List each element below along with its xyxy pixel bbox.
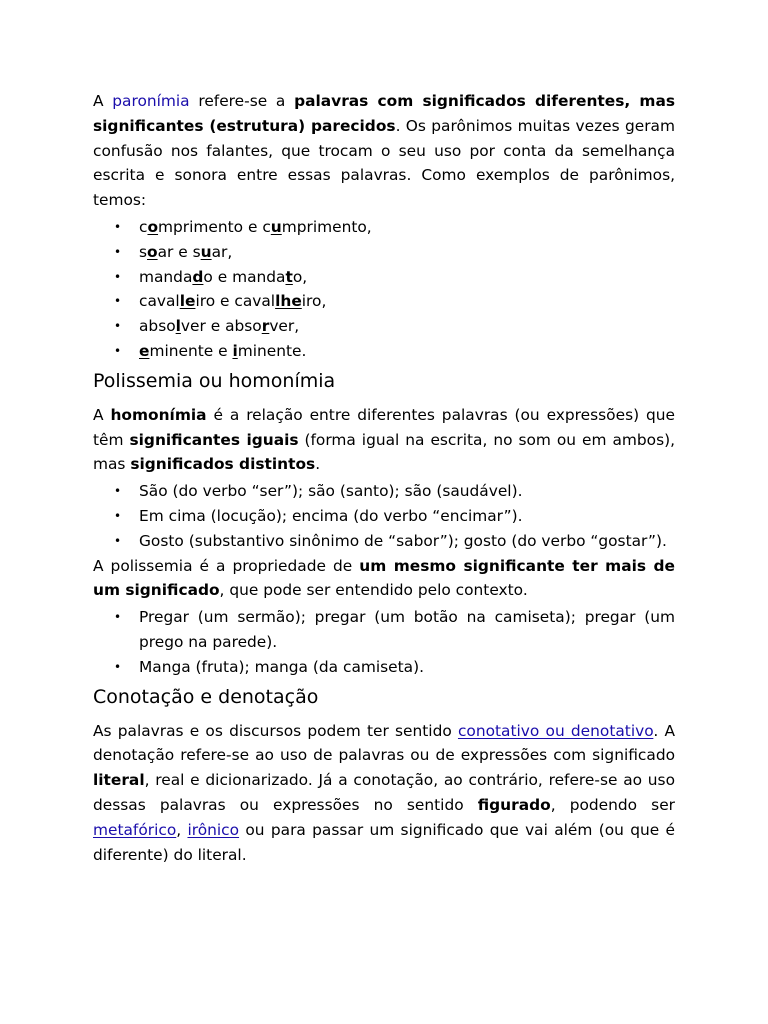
paronimia-paragraph xyxy=(93,89,675,213)
list-item: • cavalleiro e cavallheiro, xyxy=(139,289,675,314)
heading-polissemia: Polissemia ou homonímia xyxy=(93,369,336,392)
list-item: • eminente e iminente. xyxy=(139,339,675,364)
text: A xyxy=(93,92,113,110)
homonimia-paragraph: A homonímia é a relação entre diferentes palavras (ou expressões) que têm significantes iguais (forma igual na escrita, no som ou em ambos), mas significados distintos. xyxy=(93,405,675,474)
paronimos-list xyxy=(93,215,675,364)
polissemia-paragraph: A polissemia é a propriedade de um mesmo significante ter mais de um significado, que pode ser entendido pelo contexto. xyxy=(93,556,675,600)
text: . Os parônimos muitas vezes geram confusão nos falantes, que trocam o seu uso por conta da semelhança escrita e sonora entre essas palavras. Como exemplos de parônimos, temos: xyxy=(93,116,675,210)
document-body xyxy=(93,89,675,867)
list-item: • Manga (fruta); manga (da camiseta). xyxy=(139,655,675,680)
ironico-link[interactable]: irônico xyxy=(187,820,240,839)
list-item: • soar e suar, xyxy=(139,240,675,265)
polissemia-list xyxy=(93,605,675,679)
conotacao-paragraph: As palavras e os discursos podem ter sentido conotativo ou denotativo. A denotação refere-se ao uso de palavras ou de expressões com significado literal, real e dicionarizado. Já a conotação, ao contrário, refere-se ao uso dessas palavras ou expressões no sentido figurado, podendo ser metafórico, irônico ou para passar um significado que vai além (ou que é diferente) do literal. xyxy=(93,721,675,864)
list-item: • absolver e absorver, xyxy=(139,314,675,339)
text: refere-se a xyxy=(189,92,295,110)
list-item: • Em cima (locução); encima (do verbo “encimar”). xyxy=(139,504,675,529)
bold-text: palavras com significados diferentes, mas significantes (estrutura) parecidos xyxy=(93,92,676,135)
homonimia-list xyxy=(93,479,675,553)
list-item: • Gosto (substantivo sinônimo de “sabor”); gosto (do verbo “gostar”). xyxy=(139,529,675,554)
list-item: • mandado e mandato, xyxy=(139,265,675,290)
list-item: • Pregar (um sermão); pregar (um botão na camiseta); pregar (um prego na parede). xyxy=(139,605,675,655)
heading-conotacao: Conotação e denotação xyxy=(93,685,319,708)
list-item: • comprimento e cumprimento, xyxy=(139,215,675,240)
conotativo-denotativo-link[interactable]: conotativo ou denotativo xyxy=(457,721,654,740)
metaforico-link[interactable]: metafórico xyxy=(93,820,177,839)
list-item: • São (do verbo “ser”); são (santo); são (saudável). xyxy=(139,479,675,504)
paronimia-link[interactable]: paronímia xyxy=(112,92,190,110)
